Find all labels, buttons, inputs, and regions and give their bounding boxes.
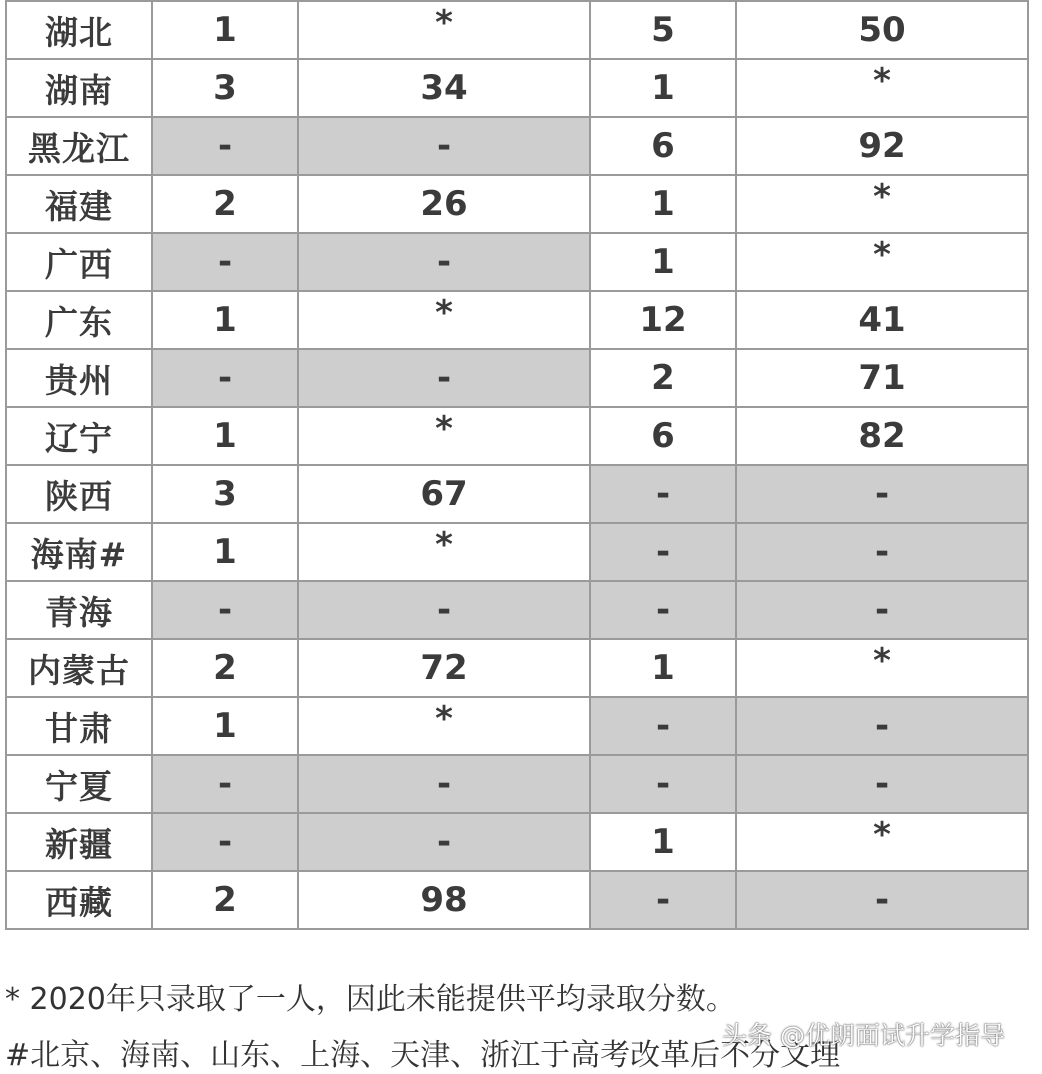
- value-cell-c1: [152, 581, 298, 639]
- cell-value: 72: [420, 648, 468, 688]
- value-cell-c1: [152, 523, 298, 581]
- table-row: [6, 407, 1028, 465]
- cell-value: *: [873, 177, 891, 217]
- cell-value: -: [874, 590, 890, 630]
- table-row: [6, 813, 1028, 871]
- cell-value: *: [435, 525, 453, 565]
- cell-value: 1: [651, 648, 675, 688]
- cell-value: *: [435, 3, 453, 43]
- table-row: [6, 117, 1028, 175]
- table-row: [6, 291, 1028, 349]
- value-cell-c3: [590, 697, 736, 755]
- admissions-table: [5, 0, 1029, 930]
- value-cell-c4: [736, 175, 1028, 233]
- value-cell-c2: [298, 697, 590, 755]
- value-cell-c3: [590, 117, 736, 175]
- province-cell: 贵州: [6, 349, 152, 407]
- cell-value: -: [655, 764, 671, 804]
- cell-value: 3: [213, 474, 237, 514]
- value-cell-c3: [590, 755, 736, 813]
- value-cell-c1: [152, 465, 298, 523]
- value-cell-c2: [298, 349, 590, 407]
- value-cell-c3: [590, 233, 736, 291]
- cell-value: -: [436, 358, 452, 398]
- value-cell-c1: [152, 871, 298, 929]
- value-cell-c3: [590, 349, 736, 407]
- value-cell-c4: [736, 523, 1028, 581]
- cell-value: -: [874, 532, 890, 572]
- value-cell-c3: [590, 291, 736, 349]
- province-cell: 福建: [6, 175, 152, 233]
- value-cell-c3: [590, 407, 736, 465]
- province-cell: 湖北: [6, 1, 152, 59]
- footnote-no-stream-split: #北京、海南、山东、上海、天津、浙江于高考改革后不分文理: [5, 1038, 841, 1073]
- value-cell-c4: [736, 697, 1028, 755]
- value-cell-c4: [736, 581, 1028, 639]
- value-cell-c1: [152, 407, 298, 465]
- province-cell: 西藏: [6, 871, 152, 929]
- province-cell: 新疆: [6, 813, 152, 871]
- value-cell-c1: [152, 813, 298, 871]
- cell-value: 2: [213, 880, 237, 920]
- province-cell: 海南#: [6, 523, 152, 581]
- value-cell-c3: [590, 871, 736, 929]
- table-row: [6, 349, 1028, 407]
- value-cell-c1: [152, 755, 298, 813]
- cell-value: 3: [213, 68, 237, 108]
- cell-value: 1: [213, 532, 237, 572]
- cell-value: 1: [651, 822, 675, 862]
- table-row: [6, 175, 1028, 233]
- value-cell-c2: [298, 755, 590, 813]
- cell-value: 92: [858, 126, 906, 166]
- value-cell-c3: [590, 639, 736, 697]
- province-cell: 陕西: [6, 465, 152, 523]
- cell-value: 1: [651, 242, 675, 282]
- value-cell-c2: [298, 1, 590, 59]
- cell-value: 41: [858, 300, 906, 340]
- value-cell-c1: [152, 639, 298, 697]
- cell-value: -: [655, 706, 671, 746]
- value-cell-c4: [736, 59, 1028, 117]
- value-cell-c2: [298, 175, 590, 233]
- cell-value: 67: [420, 474, 468, 514]
- cell-value: 2: [213, 648, 237, 688]
- value-cell-c4: [736, 1, 1028, 59]
- province-cell: 宁夏: [6, 755, 152, 813]
- table-row: [6, 639, 1028, 697]
- value-cell-c2: [298, 291, 590, 349]
- value-cell-c2: [298, 813, 590, 871]
- value-cell-c3: [590, 1, 736, 59]
- value-cell-c2: [298, 117, 590, 175]
- value-cell-c1: [152, 349, 298, 407]
- value-cell-c4: [736, 233, 1028, 291]
- cell-value: 82: [858, 416, 906, 456]
- value-cell-c1: [152, 697, 298, 755]
- cell-value: -: [436, 126, 452, 166]
- value-cell-c4: [736, 871, 1028, 929]
- cell-value: -: [436, 764, 452, 804]
- table-row: [6, 233, 1028, 291]
- cell-value: 98: [420, 880, 468, 920]
- value-cell-c3: [590, 59, 736, 117]
- cell-value: 1: [213, 706, 237, 746]
- cell-value: -: [217, 764, 233, 804]
- cell-value: -: [436, 590, 452, 630]
- province-cell: 甘肃: [6, 697, 152, 755]
- cell-value: 5: [651, 10, 675, 50]
- cell-value: 6: [651, 416, 675, 456]
- table-row: [6, 465, 1028, 523]
- value-cell-c4: [736, 639, 1028, 697]
- cell-value: 6: [651, 126, 675, 166]
- value-cell-c4: [736, 349, 1028, 407]
- value-cell-c2: [298, 233, 590, 291]
- cell-value: 2: [651, 358, 675, 398]
- value-cell-c4: [736, 813, 1028, 871]
- value-cell-c1: [152, 233, 298, 291]
- cell-value: 50: [858, 10, 906, 50]
- province-cell: 广西: [6, 233, 152, 291]
- value-cell-c3: [590, 813, 736, 871]
- province-cell: 广东: [6, 291, 152, 349]
- province-cell: 辽宁: [6, 407, 152, 465]
- province-cell: 青海: [6, 581, 152, 639]
- value-cell-c1: [152, 291, 298, 349]
- value-cell-c2: [298, 581, 590, 639]
- value-cell-c2: [298, 639, 590, 697]
- province-cell: 内蒙古: [6, 639, 152, 697]
- cell-value: -: [217, 242, 233, 282]
- cell-value: *: [873, 815, 891, 855]
- table-body: [6, 1, 1028, 929]
- table-row: [6, 871, 1028, 929]
- cell-value: 1: [213, 300, 237, 340]
- cell-value: 34: [420, 68, 468, 108]
- cell-value: 12: [639, 300, 687, 340]
- value-cell-c1: [152, 117, 298, 175]
- value-cell-c4: [736, 755, 1028, 813]
- table-row: [6, 59, 1028, 117]
- cell-value: 1: [651, 184, 675, 224]
- value-cell-c4: [736, 291, 1028, 349]
- cell-value: -: [217, 358, 233, 398]
- value-cell-c2: [298, 523, 590, 581]
- value-cell-c2: [298, 465, 590, 523]
- table-row: [6, 523, 1028, 581]
- cell-value: *: [435, 409, 453, 449]
- value-cell-c2: [298, 871, 590, 929]
- value-cell-c4: [736, 117, 1028, 175]
- cell-value: 1: [213, 416, 237, 456]
- cell-value: -: [655, 880, 671, 920]
- cell-value: 26: [420, 184, 468, 224]
- value-cell-c3: [590, 523, 736, 581]
- cell-value: *: [873, 235, 891, 275]
- cell-value: -: [436, 822, 452, 862]
- cell-value: 1: [651, 68, 675, 108]
- table-row: [6, 697, 1028, 755]
- cell-value: -: [874, 474, 890, 514]
- cell-value: -: [655, 590, 671, 630]
- cell-value: -: [874, 880, 890, 920]
- value-cell-c3: [590, 175, 736, 233]
- cell-value: -: [217, 126, 233, 166]
- value-cell-c2: [298, 407, 590, 465]
- value-cell-c1: [152, 175, 298, 233]
- cell-value: -: [217, 822, 233, 862]
- value-cell-c2: [298, 59, 590, 117]
- table-row: [6, 1, 1028, 59]
- cell-value: -: [874, 764, 890, 804]
- value-cell-c3: [590, 465, 736, 523]
- cell-value: *: [435, 293, 453, 333]
- value-cell-c1: [152, 59, 298, 117]
- cell-value: -: [217, 590, 233, 630]
- value-cell-c1: [152, 1, 298, 59]
- province-cell: 湖南: [6, 59, 152, 117]
- cell-value: -: [436, 242, 452, 282]
- watermark: 头条 @优朗面试升学指导: [722, 1021, 1005, 1050]
- table-row: [6, 755, 1028, 813]
- value-cell-c4: [736, 407, 1028, 465]
- cell-value: *: [435, 699, 453, 739]
- cell-value: -: [874, 706, 890, 746]
- cell-value: -: [655, 474, 671, 514]
- footnote-single-admission: * 2020年只录取了一人，因此未能提供平均录取分数。: [5, 982, 736, 1017]
- value-cell-c4: [736, 465, 1028, 523]
- cell-value: *: [873, 61, 891, 101]
- province-cell: 黑龙江: [6, 117, 152, 175]
- cell-value: 1: [213, 10, 237, 50]
- cell-value: 71: [858, 358, 906, 398]
- value-cell-c3: [590, 581, 736, 639]
- cell-value: -: [655, 532, 671, 572]
- cell-value: 2: [213, 184, 237, 224]
- table-row: [6, 581, 1028, 639]
- cell-value: *: [873, 641, 891, 681]
